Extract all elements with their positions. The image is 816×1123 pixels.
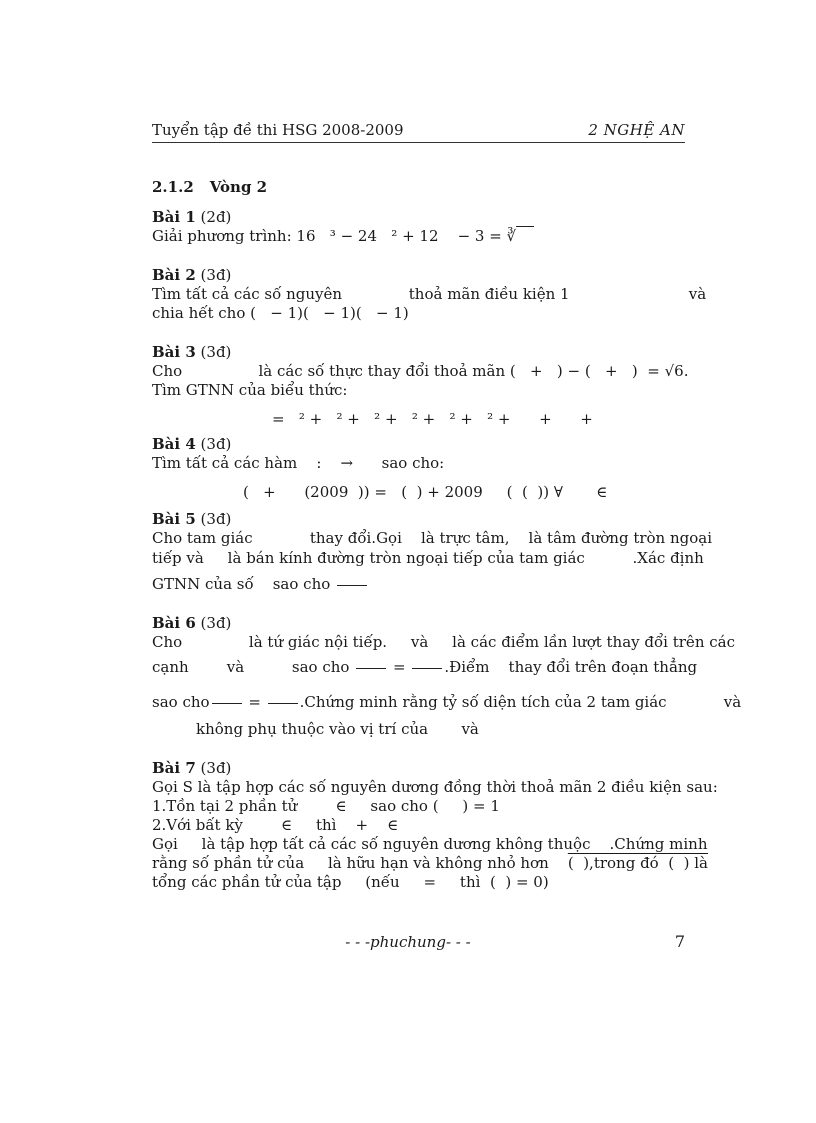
- running-header-right: 2 NGHỆ AN: [588, 121, 685, 139]
- problem-3-line-1: Cho là các số thực thay đổi thoả mãn ( + ) − ( + ) = √6.: [152, 362, 689, 380]
- section-number: 2.1.2: [152, 178, 194, 196]
- problem-7-line-1: Gọi S là tập hợp các số nguyên dương đồng thời thoả mãn 2 điều kiện sau:: [152, 778, 718, 796]
- problem-5-line-3: GTNN của số sao cho: [152, 575, 369, 593]
- running-header-left: Tuyển tập đề thi HSG 2008-2009: [152, 121, 404, 139]
- problem-2-line-1: Tìm tất cả các số nguyên thoả mãn điều kiện 1 và: [152, 285, 707, 303]
- problem-4-line-1: Tìm tất cả các hàm : → sao cho:: [152, 454, 445, 472]
- problem-6-line-1: Cho là tứ giác nội tiếp. và là các điểm lần lượt thay đổi trên các: [152, 633, 735, 651]
- page-number: 7: [674, 932, 685, 951]
- problem-4-heading: Bài 4 (3đ): [152, 435, 232, 453]
- problem-4-equation: ( + (2009 )) = ( ) + 2009 ( ( )) ∀ ∈: [243, 483, 608, 501]
- problem-6-line-4: không phụ thuộc vào vị trí của và: [196, 720, 479, 738]
- problem-6-line-2: cạnh và sao cho = .Điểm thay đổi trên đoạn thẳng: [152, 658, 698, 676]
- fraction-bar: [356, 668, 386, 669]
- problem-3-heading: Bài 3 (3đ): [152, 343, 232, 361]
- problem-7-heading: Bài 7 (3đ): [152, 759, 232, 777]
- header-rule: [152, 142, 685, 143]
- problem-5-line-2: tiếp và là bán kính đường tròn ngoại tiếp của tam giác .Xác định: [152, 549, 704, 567]
- problem-7-line-4: Gọi là tập hợp tất cả các số nguyên dương không thuộc .Chứng minh: [152, 835, 708, 853]
- fraction-bar: [412, 668, 442, 669]
- fraction-bar: [337, 585, 367, 586]
- section-heading: [152, 178, 267, 196]
- problem-7-line-3: 2.Với bất kỳ ∈ thì + ∈: [152, 816, 399, 834]
- footer-author: - - -phuchung- - -: [345, 933, 471, 951]
- fraction-bar: [268, 703, 298, 704]
- problem-1-heading: Bài 1 (2đ): [152, 208, 232, 226]
- fraction-bar: [212, 703, 242, 704]
- problem-5-heading: Bài 5 (3đ): [152, 510, 232, 528]
- problem-3-line-2: Tìm GTNN của biểu thức:: [152, 381, 348, 399]
- problem-2-heading: Bài 2 (3đ): [152, 266, 232, 284]
- problem-7-line-2: 1.Tồn tại 2 phần tử ∈ sao cho ( ) = 1: [152, 797, 500, 815]
- section-title: Vòng 2: [209, 178, 268, 196]
- problem-6-heading: Bài 6 (3đ): [152, 614, 232, 632]
- problem-7-line-5: rằng số phần tử của là hữu hạn và không nhỏ hơn ( ),trong đó ( ) là: [152, 854, 708, 872]
- problem-7-line-6: tổng các phần tử của tập (nếu = thì ( ) = 0): [152, 873, 549, 891]
- problem-1-text: Giải phương trình: 16 ³ − 24 ² + 12 − 3 = ∛: [152, 227, 534, 245]
- problem-6-line-3: sao cho = .Chứng minh rằng tỷ số diện tích của 2 tam giác và: [152, 693, 742, 711]
- problem-5-line-1: Cho tam giác thay đổi.Gọi là trực tâm, là tâm đường tròn ngoại: [152, 529, 713, 547]
- problem-2-line-2: chia hết cho ( − 1)( − 1)( − 1): [152, 304, 409, 322]
- problem-3-expression: = ² + ² + ² + ² + ² + ² + + +: [272, 410, 593, 428]
